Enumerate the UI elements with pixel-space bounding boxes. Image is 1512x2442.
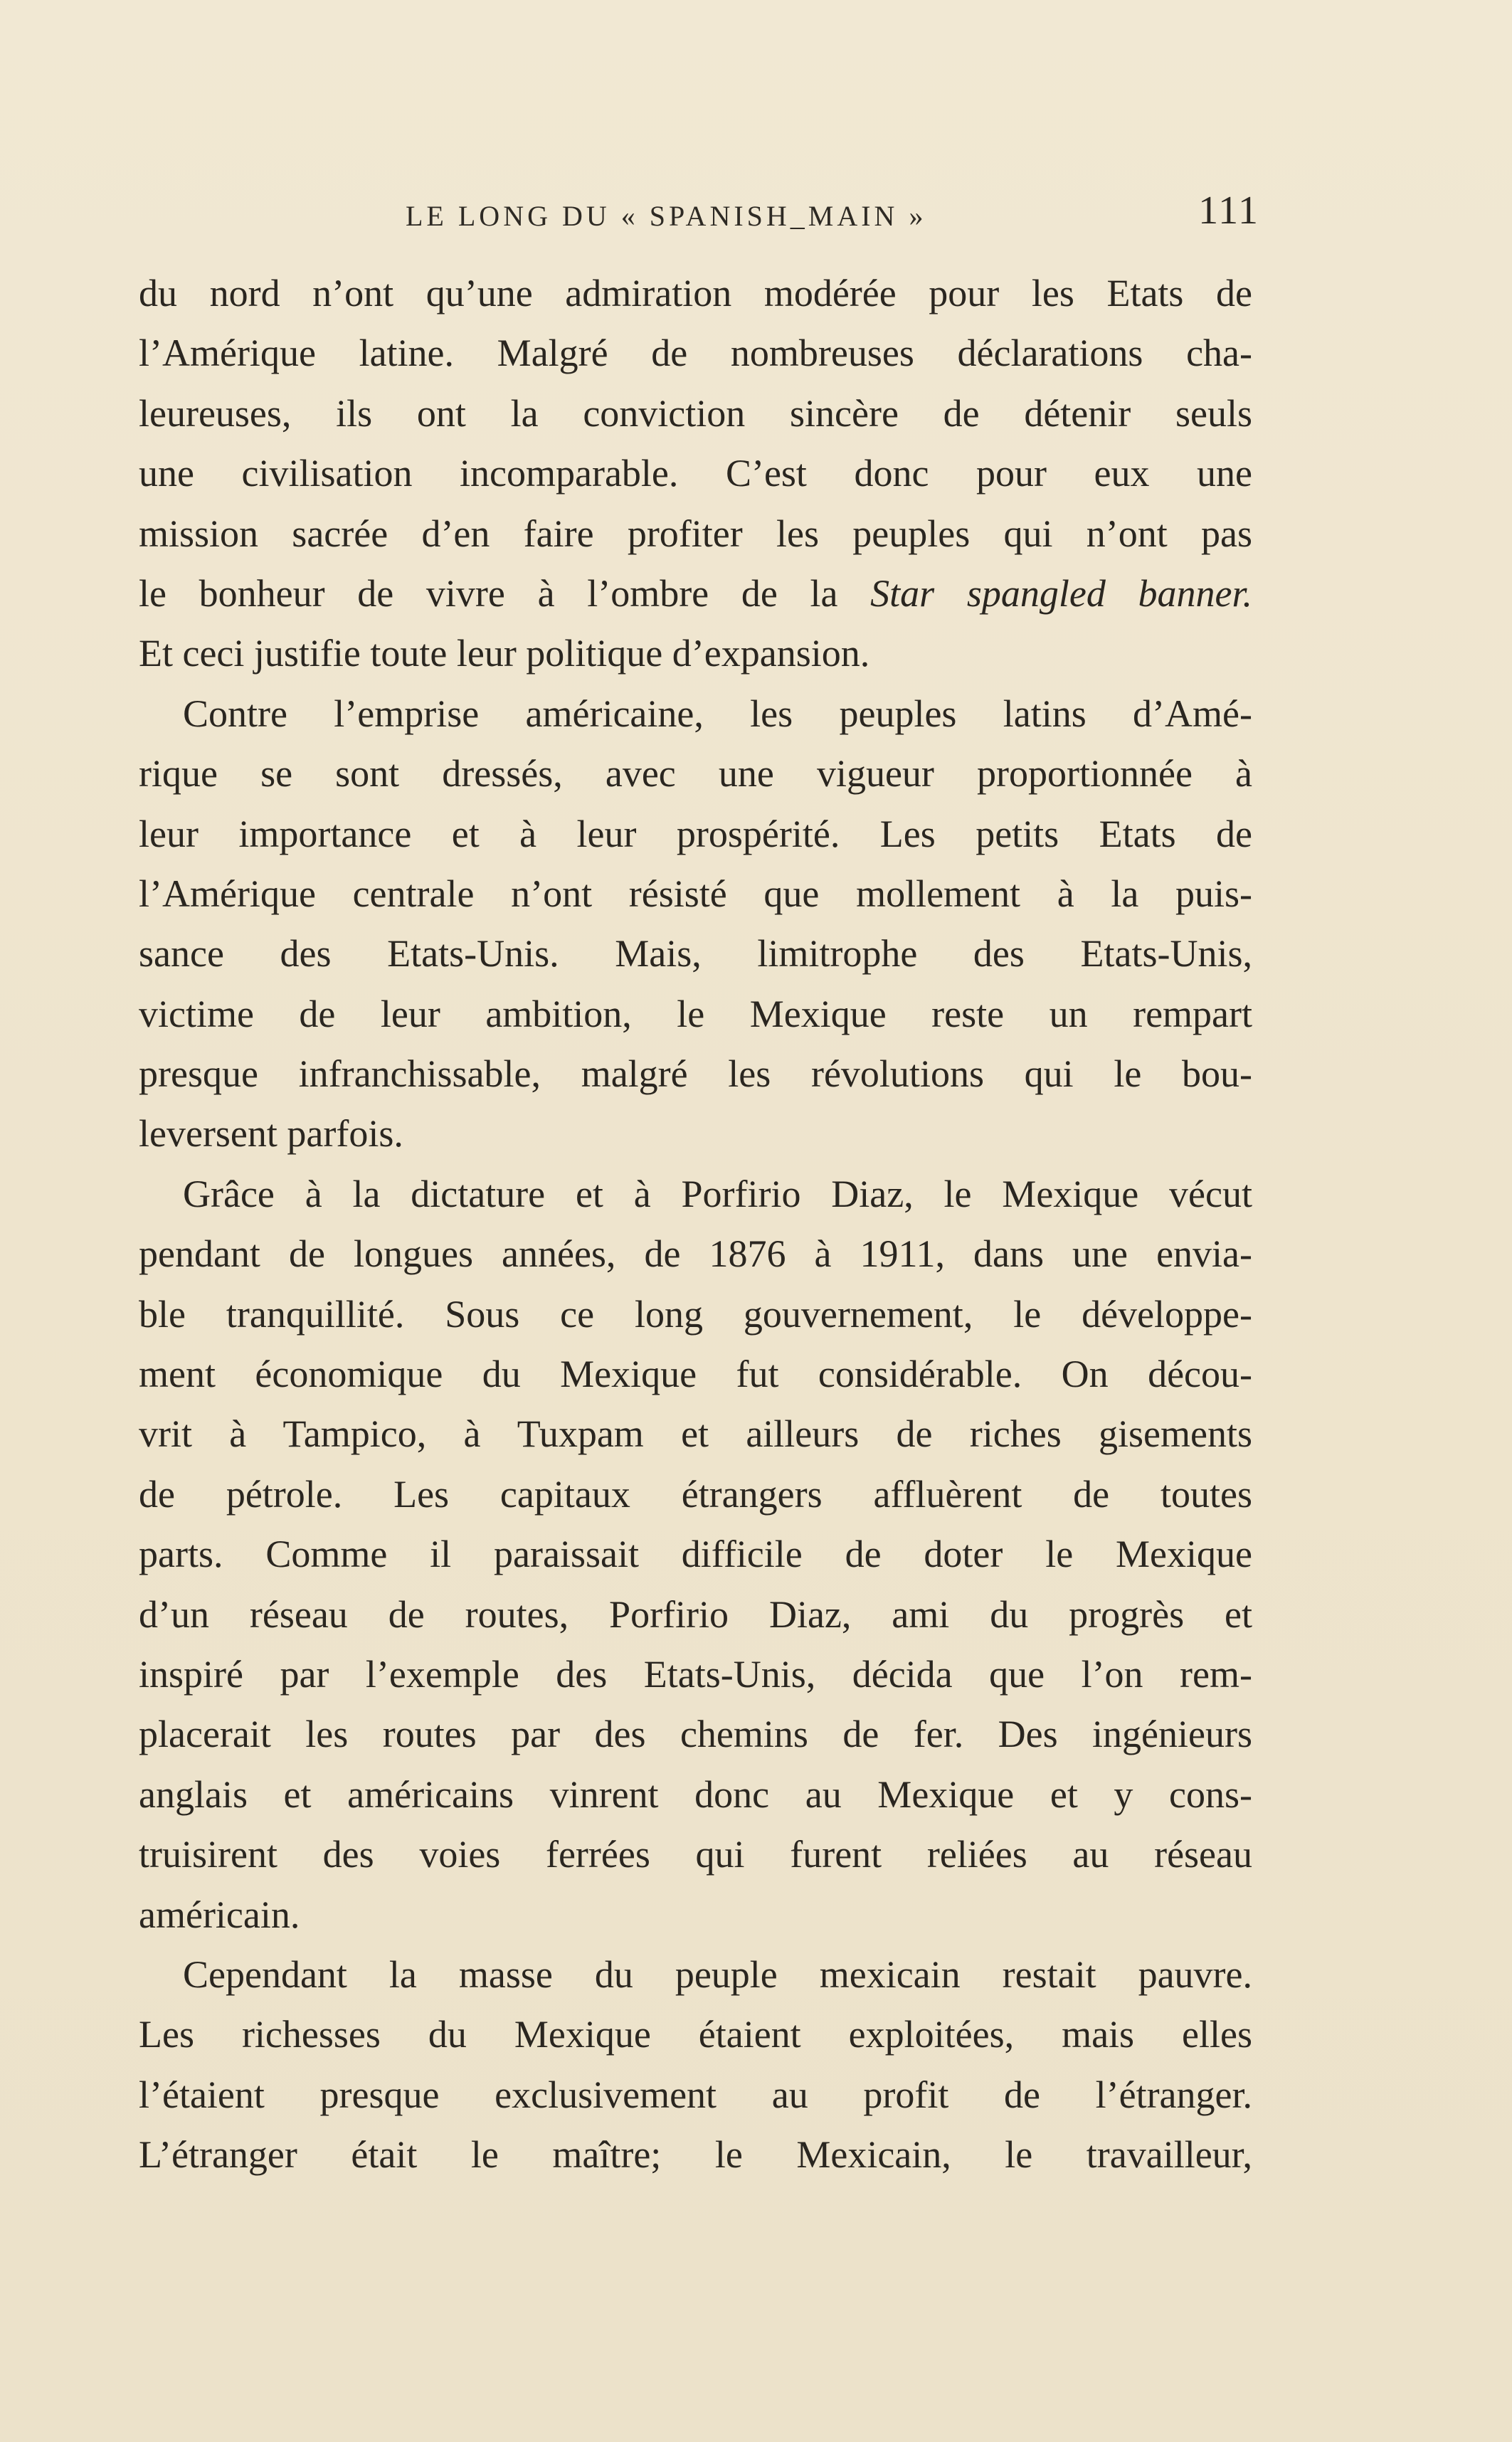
- text-line: L’étranger était le maître; le Mexicain, le travailleur,: [139, 2133, 1252, 2177]
- text-line: presque infranchissable, malgré les révolutions qui le bou-: [139, 1052, 1252, 1096]
- text-line: pendant de longues années, de 1876 à 1911, dans une envia-: [139, 1232, 1252, 1276]
- text-line: ment économique du Mexique fut considérable. On décou-: [139, 1353, 1252, 1396]
- text-line: victime de leur ambition, le Mexique reste un rempart: [139, 992, 1252, 1035]
- text-line: vrit à Tampico, à Tuxpam et ailleurs de riches gisements: [139, 1412, 1252, 1456]
- text-line: Et ceci justifie toute leur politique d’expansion.: [139, 632, 870, 675]
- text-line: truisirent des voies ferrées qui furent reliées au réseau: [139, 1833, 1252, 1876]
- text-line: leureuses, ils ont la conviction sincère de détenir seuls: [139, 391, 1252, 435]
- paragraph-3: [139, 1164, 1252, 1945]
- text-line: l’étaient presque exclusivement au profit de l’étranger.: [139, 2073, 1252, 2116]
- text-line: de pétrole. Les capitaux étrangers affluèrent de toutes: [139, 1472, 1252, 1516]
- running-head: [139, 186, 1259, 243]
- text-line: d’un réseau de routes, Porfirio Diaz, ami du progrès et: [139, 1592, 1252, 1636]
- text-line: Les richesses du Mexique étaient exploitées, mais elles: [139, 2013, 1252, 2056]
- text-line: [139, 564, 1252, 623]
- text-line: leversent parfois.: [139, 1112, 403, 1156]
- body-text: [139, 263, 1252, 2185]
- text-line: Contre l’emprise américaine, les peuples latins d’Amé-: [183, 692, 1252, 735]
- text-line: anglais et américains vinrent donc au Mexique et y cons-: [139, 1772, 1252, 1816]
- text-line: placerait les routes par des chemins de fer. Des ingénieurs: [139, 1713, 1252, 1756]
- text-line: américain.: [139, 1893, 300, 1936]
- text-line: l’Amérique latine. Malgré de nombreuses déclarations cha-: [139, 332, 1252, 375]
- text-line: du nord n’ont qu’une admiration modérée pour les Etats de: [139, 272, 1252, 314]
- text-line: sance des Etats-Unis. Mais, limitrophe des Etats-Unis,: [139, 932, 1252, 976]
- text-line: Cependant la masse du peuple mexicain restait pauvre.: [183, 1952, 1252, 1996]
- text-line: Grâce à la dictature et à Porfirio Diaz, le Mexique vécut: [183, 1172, 1252, 1215]
- text-line: parts. Comme il paraissait difficile de doter le Mexique: [139, 1533, 1252, 1576]
- paragraph-1: [139, 263, 1252, 684]
- text-line: ble tranquillité. Sous ce long gouvernement, le développe-: [139, 1292, 1252, 1336]
- paragraph-4: [139, 1945, 1252, 2185]
- running-title: LE LONG DU « SPANISH_MAIN »: [406, 200, 927, 232]
- text-line: leur importance et à leur prospérité. Les petits Etats de: [139, 812, 1252, 855]
- paragraph-2: [139, 684, 1252, 1164]
- text-line: l’Amérique centrale n’ont résisté que mollement à la puis-: [139, 872, 1252, 915]
- text-line-start: le bonheur de vivre à l’ombre de la: [139, 571, 871, 615]
- italic-title: Star spangled banner.: [870, 571, 1253, 615]
- page-number: 111: [1198, 189, 1259, 233]
- text-line: mission sacrée d’en faire profiter les peuples qui n’ont pas: [139, 512, 1252, 555]
- text-line: une civilisation incomparable. C’est donc pour eux une: [139, 452, 1252, 495]
- text-line: rique se sont dressés, avec une vigueur proportionnée à: [139, 752, 1252, 796]
- text-line: inspiré par l’exemple des Etats-Unis, décida que l’on rem-: [139, 1652, 1252, 1696]
